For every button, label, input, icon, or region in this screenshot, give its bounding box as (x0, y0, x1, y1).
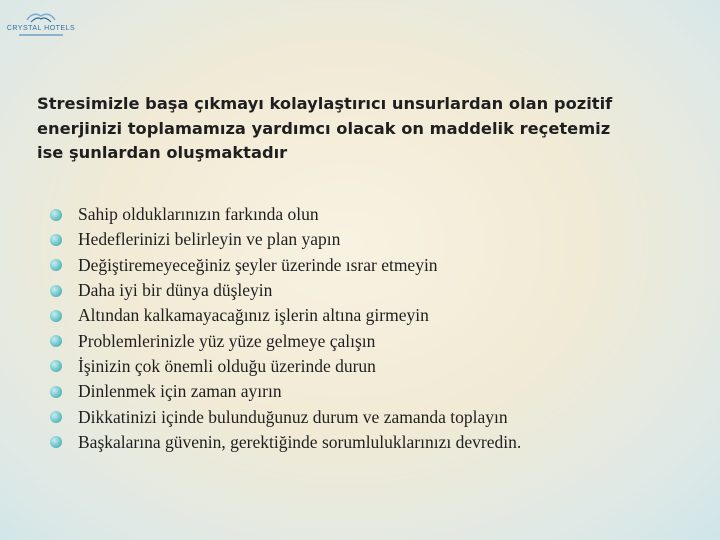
logo-text: CRYSTAL HOTELS (6, 25, 76, 32)
tips-list (50, 202, 690, 455)
brand-logo (2, 10, 80, 44)
list-item (50, 430, 690, 455)
list-item-text: Sahip olduklarınızın farkında olun (78, 204, 319, 225)
bullet-icon (50, 310, 62, 322)
bullet-icon (50, 234, 62, 246)
bullet-icon (50, 335, 62, 347)
list-item-text: Hedeflerinizi belirleyin ve plan yapın (78, 229, 341, 250)
list-item-text: Değiştiremeyeceğiniz şeyler üzerinde ısrar etmeyin (78, 254, 438, 275)
list-item (50, 303, 690, 328)
bullet-icon (50, 360, 62, 372)
list-item-text: Problemlerinizle yüz yüze gelmeye çalışın (78, 330, 376, 351)
logo-underline (19, 34, 63, 36)
list-item (50, 328, 690, 353)
bullet-icon (50, 285, 62, 297)
bullet-icon (50, 411, 62, 423)
crystal-hotels-logo-icon (23, 10, 59, 24)
list-item-text: Başkalarına güvenin, gerektiğinde sorumluluklarınızı devredin. (78, 431, 522, 452)
bullet-icon (50, 209, 62, 221)
list-item-text: Daha iyi bir dünya düşleyin (78, 280, 273, 301)
bullet-icon (50, 386, 62, 398)
list-item-text: Altından kalkamayacağınız işlerin altına girmeyin (78, 305, 429, 326)
list-item-text: Dikkatinizi içinde bulunduğunuz durum ve zamanda toplayın (78, 406, 508, 427)
bullet-icon (50, 259, 62, 271)
heading-line-1: Stresimizle başa çıkmayı kolaylaştırıcı unsurlardan olan pozitif (37, 94, 613, 113)
bullet-icon (50, 436, 62, 448)
slide-heading (37, 92, 677, 166)
list-item-text: İşinizin çok önemli olduğu üzerinde durun (78, 355, 376, 376)
list-item (50, 253, 690, 278)
heading-line-2: enerjinizi toplamamıza yardımcı olacak on maddelik reçetemiz (37, 118, 611, 138)
heading-line-3: ise şunlardan oluşmaktadır (37, 143, 288, 162)
list-item (50, 354, 690, 379)
list-item (50, 278, 690, 303)
list-item (50, 379, 690, 404)
list-item (50, 404, 690, 429)
list-item (50, 227, 690, 252)
list-item (50, 202, 690, 227)
list-item-text: Dinlenmek için zaman ayırın (78, 381, 282, 402)
